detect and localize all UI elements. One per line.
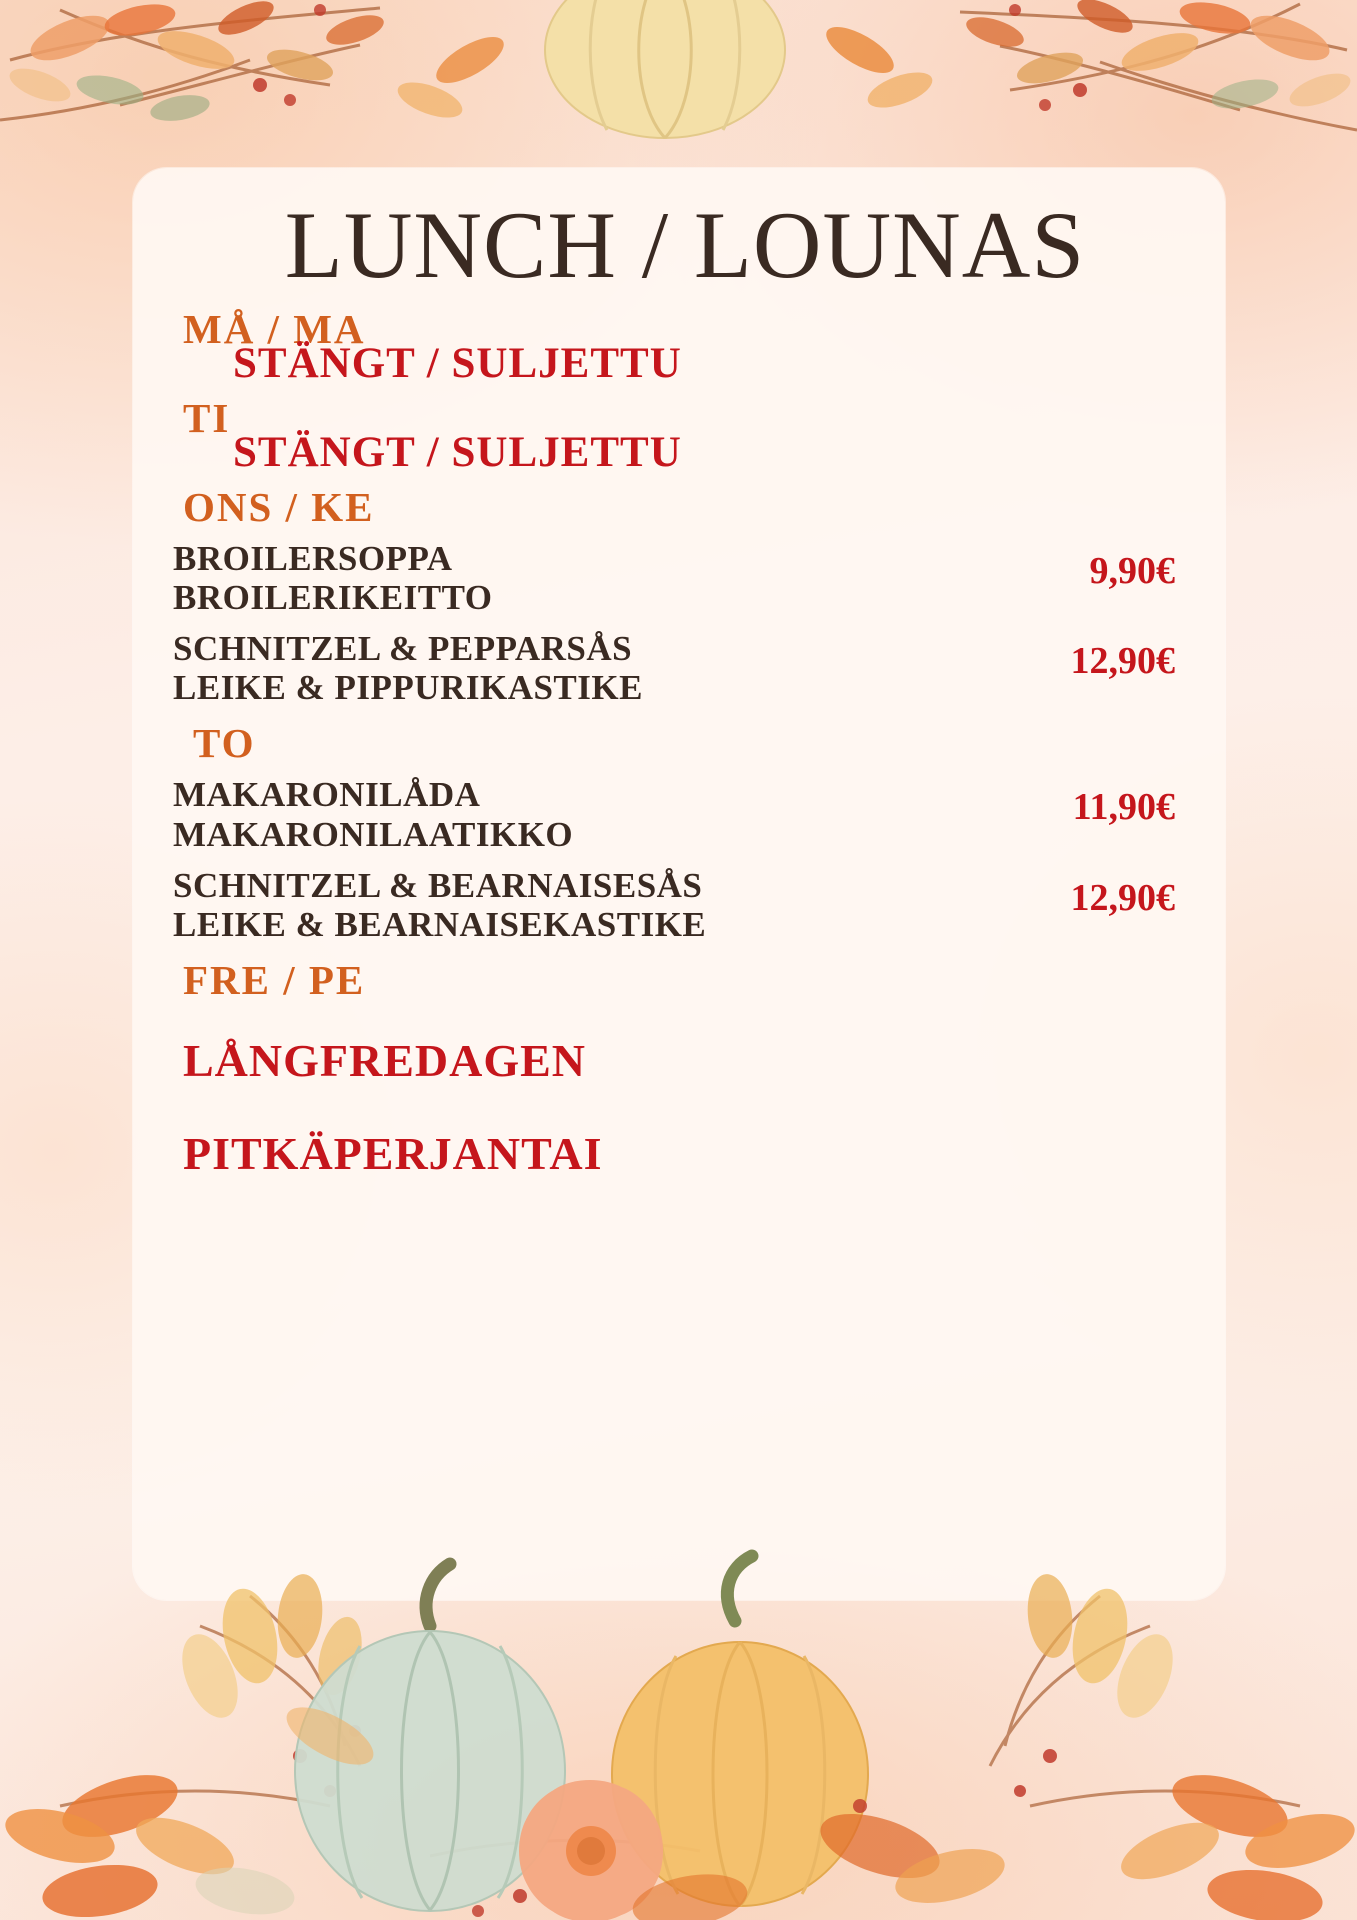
dish-name-fi: LEIKE & PIPPURIKASTIKE	[173, 668, 643, 708]
dish-names	[173, 539, 493, 617]
dish-name-fi: BROILERIKEITTO	[173, 577, 493, 617]
dish-price: 9,90€	[1089, 549, 1175, 592]
dish-price: 11,90€	[1072, 786, 1175, 829]
dish-name-sv: SCHNITZEL & PEPPARSÅS	[173, 628, 633, 668]
dish-name-fi: MAKARONILAATIKKO	[173, 814, 574, 854]
dish-names	[173, 629, 643, 707]
day-heading-friday: FRE / PE	[183, 957, 366, 1004]
dish-name-sv: SCHNITZEL & BEARNAISESÅS	[173, 865, 703, 905]
day-heading-tuesday: TI	[183, 394, 231, 441]
page-title: LUNCH / LOUNAS	[284, 192, 1086, 298]
closed-notice-tuesday: STÄNGT / SULJETTU	[233, 428, 682, 476]
menu-item-row	[173, 539, 1185, 617]
dish-names	[173, 775, 573, 853]
menu-content	[133, 297, 1225, 1181]
menu-item-row	[173, 629, 1185, 707]
holiday-notice-fi: PITKÄPERJANTAI	[183, 1128, 603, 1180]
day-heading-wednesday: ONS / KE	[183, 483, 375, 530]
dish-name-fi: LEIKE & BEARNAISEKASTIKE	[173, 904, 707, 944]
day-heading-thursday: TO	[193, 720, 256, 767]
dish-names	[173, 866, 706, 944]
dish-price: 12,90€	[1070, 876, 1175, 919]
holiday-notice-sv: LÅNGFREDAGEN	[183, 1035, 587, 1087]
dish-name-sv: BROILERSOPPA	[173, 538, 453, 578]
menu-card	[133, 168, 1225, 1600]
closed-notice-monday: STÄNGT / SULJETTU	[233, 339, 682, 387]
menu-item-row	[173, 866, 1185, 944]
menu-item-row	[173, 775, 1185, 853]
dish-price: 12,90€	[1070, 639, 1175, 682]
dish-name-sv: MAKARONILÅDA	[173, 775, 481, 815]
day-heading-monday: MÅ / MA	[183, 305, 366, 352]
